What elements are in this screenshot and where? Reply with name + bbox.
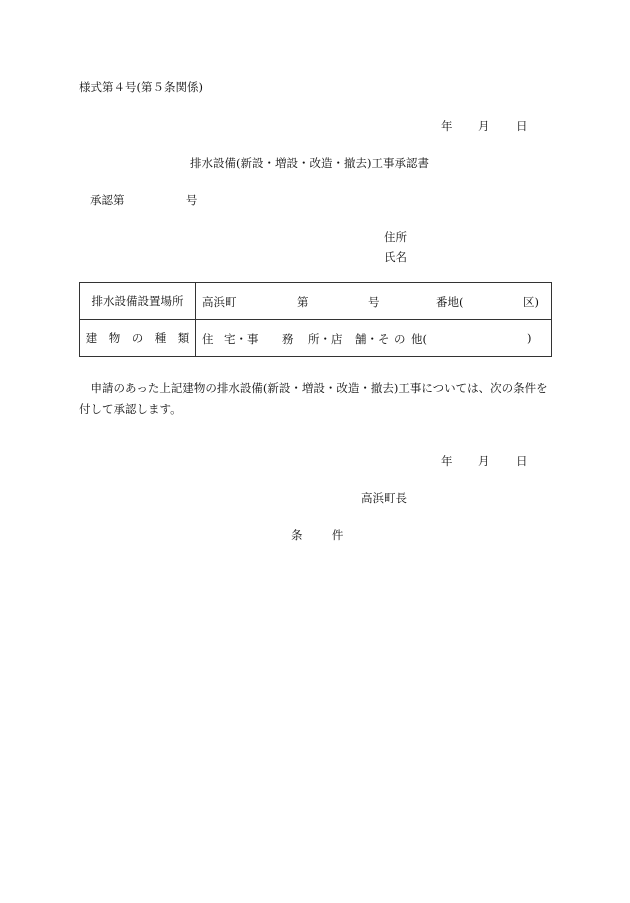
footer-date-year: 年: [441, 454, 453, 468]
header-date-day: 日: [516, 119, 528, 133]
building-type-option: 務: [282, 332, 294, 346]
conditions-heading: [291, 528, 343, 542]
location-banchi: 番地(: [436, 295, 464, 309]
conditions-heading-left: 条: [291, 528, 303, 542]
approval-statement: 申請のあった上記建物の排水設備(新設・増設・改造・撤去)工事については、次の条件を付して承認します。: [79, 381, 548, 416]
approval-number-prefix: 承認第: [90, 193, 125, 207]
document-title: 排水設備(新設・増設・改造・撤去)工事承認書: [190, 156, 429, 170]
footer-date-month: 月: [478, 454, 490, 468]
info-table: [79, 282, 552, 357]
location-ku: 区): [523, 295, 539, 309]
location-label: 排水設備設置場所: [80, 283, 196, 320]
table-row: [80, 283, 552, 320]
header-date: [441, 119, 528, 133]
header-date-month: 月: [478, 119, 490, 133]
approval-number: [90, 193, 197, 207]
form-number: 様式第４号(第５条関係): [79, 80, 203, 94]
building-type-option: 宅・事: [224, 332, 259, 346]
location-cell: [196, 283, 552, 320]
footer-date: [441, 454, 528, 468]
signatory: 高浜町長: [361, 491, 407, 505]
building-type-label: 建 物 の 種 類: [80, 320, 196, 357]
building-type-option: 舗・そ: [355, 332, 390, 346]
location-town: 高浜町: [202, 295, 237, 309]
building-type-option: ): [527, 331, 532, 345]
building-type-option: 他(: [411, 332, 427, 346]
address-label: 住所: [384, 230, 407, 244]
name-label: 氏名: [384, 250, 407, 264]
building-type-option: 住: [202, 332, 214, 346]
building-type-option: の: [394, 332, 406, 346]
building-type-option: 所・店: [308, 332, 343, 346]
table-row: [80, 320, 552, 357]
location-go: 号: [368, 295, 380, 309]
building-type-cell: [196, 320, 552, 357]
approval-number-suffix: 号: [185, 193, 198, 207]
conditions-heading-right: 件: [331, 528, 344, 542]
header-date-year: 年: [441, 119, 453, 133]
location-dai: 第: [297, 295, 309, 309]
footer-date-day: 日: [516, 454, 528, 468]
